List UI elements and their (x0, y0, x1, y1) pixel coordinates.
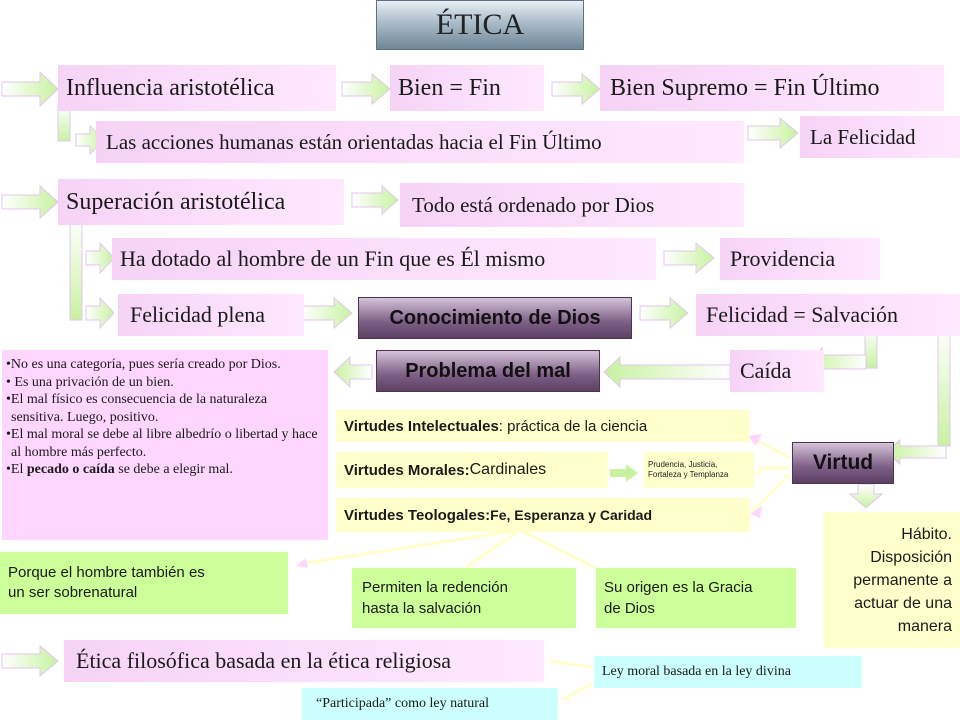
node-conocimiento (358, 297, 632, 339)
arrow-small (610, 464, 638, 482)
node-label: “Participada” como ley natural (316, 696, 489, 711)
node-felicidad-plena (118, 294, 304, 336)
arrow-right (302, 298, 352, 328)
note-line: Porque el hombre también es (8, 564, 205, 581)
arrow-right (2, 72, 58, 106)
node-participada (302, 688, 558, 720)
node-salvacion (696, 294, 960, 336)
note-line: un ser sobrenatural (8, 584, 138, 601)
node-sobrenatural (0, 552, 288, 614)
node-problema-mal (376, 350, 600, 392)
node-etica-filosofica (64, 640, 544, 682)
node-label: Problema del mal (405, 359, 571, 382)
teologales-line (520, 530, 596, 568)
node-bien-supremo (600, 65, 944, 111)
node-label: Las acciones humanas están orientadas hacia el Fin Último (106, 129, 602, 154)
node-label-bold: Virtudes Teologales: (344, 506, 491, 524)
node-label: Bien = Fin (398, 74, 501, 101)
node-label: Ley moral basada en la ley divina (602, 664, 791, 679)
node-label: Cardinales (469, 461, 547, 478)
node-dotado (112, 238, 656, 280)
node-caida (730, 350, 824, 392)
virtud-line (752, 474, 790, 512)
arrow-right (664, 243, 714, 273)
node-label: Providencia (730, 246, 836, 271)
habito-line: permanente a (853, 571, 952, 589)
arrow-right (552, 74, 600, 104)
node-label: Superación aristotélica (66, 188, 286, 215)
node-label: Ética filosófica basada en la ética religiosa (76, 648, 452, 673)
connector-vertical (70, 218, 82, 320)
mal-bullet: •El mal moral se debe al libre albedrío o libertad y hace al hombre más perfecto. (6, 427, 318, 460)
connector-vertical (938, 328, 950, 446)
habito-line: Disposición (870, 548, 952, 566)
note-line: hasta la salvación (362, 600, 482, 617)
final-line (562, 684, 592, 700)
node-label: Felicidad = Salvación (706, 302, 899, 327)
arrow-right (86, 243, 114, 273)
arrow-right (2, 646, 58, 676)
virtud-line (755, 468, 790, 476)
mal-bullet: •El mal físico es consecuencia de la naturaleza sensitiva. Luego, positivo. (6, 392, 268, 425)
habito-line: actuar de una (854, 594, 952, 612)
mal-bullet: •El pecado o caída se debe a elegir mal. (6, 462, 233, 477)
arrow-left (604, 357, 730, 387)
node-gracia (596, 568, 796, 628)
arrow-right (748, 118, 798, 148)
node-influencia (58, 65, 336, 111)
habito-line: Hábito. (901, 525, 952, 543)
node-label: La Felicidad (810, 124, 916, 149)
node-label: Caída (740, 358, 792, 383)
habito-line: manera (897, 617, 952, 635)
node-label: Felicidad plena (130, 302, 266, 327)
node-label: : práctica de la ciencia (498, 417, 648, 435)
node-label-bold: Virtudes Morales: (344, 461, 470, 479)
node-label: Influencia aristotélica (66, 74, 275, 101)
node-habito (824, 512, 960, 648)
node-virtudes-intelectuales (336, 410, 750, 442)
node-virtudes-morales (336, 452, 608, 488)
arrow-right (86, 298, 114, 328)
final-line (550, 661, 592, 667)
node-ley-moral (594, 656, 862, 688)
node-providencia (720, 238, 880, 280)
cardinales-line: Fortaleza y Templanza (648, 470, 729, 479)
node-label: Fe, Esperanza y Caridad (490, 507, 652, 523)
note-line: Permiten la redención (362, 579, 508, 596)
node-ordenado (400, 183, 744, 227)
arrow-left (886, 440, 946, 464)
node-acciones (96, 121, 744, 163)
arrow-down (850, 484, 882, 508)
node-felicidad (800, 116, 960, 158)
node-label: Todo está ordenado por Dios (412, 192, 655, 217)
mal-bullet: •No es una categoría, pues sería creado por Dios. (6, 357, 281, 372)
note-line: Su origen es la Gracia (604, 579, 753, 596)
node-label-bold: Virtudes Intelectuales (344, 417, 499, 435)
node-superacion (58, 179, 344, 225)
arrow-right (342, 74, 390, 104)
arrow-left (334, 357, 372, 387)
cardinales-line: Prudencia, Justicia, (648, 460, 718, 469)
mal-bullet: • Es una privación de un bien. (6, 374, 174, 390)
node-label: Virtud (812, 451, 874, 474)
node-cardinales (644, 452, 754, 488)
node-virtudes-teologales (336, 498, 750, 532)
teologales-line (300, 530, 520, 564)
arrow-right (640, 298, 688, 328)
arrowhead-pink (748, 434, 762, 446)
arrowhead-pink (296, 558, 308, 568)
arrow-right (352, 186, 398, 214)
node-label: Conocimiento de Dios (389, 306, 601, 329)
node-label: Bien Supremo = Fin Último (610, 74, 880, 101)
page-title: ÉTICA (376, 0, 584, 50)
node-virtud (792, 442, 894, 484)
node-label: Ha dotado al hombre de un Fin que es Él mismo (120, 246, 546, 271)
note-line: de Dios (604, 600, 655, 617)
node-redencion (352, 568, 576, 628)
arrow-right (2, 186, 58, 218)
mal-bullet-list (2, 350, 328, 540)
node-bien-fin (390, 65, 544, 111)
